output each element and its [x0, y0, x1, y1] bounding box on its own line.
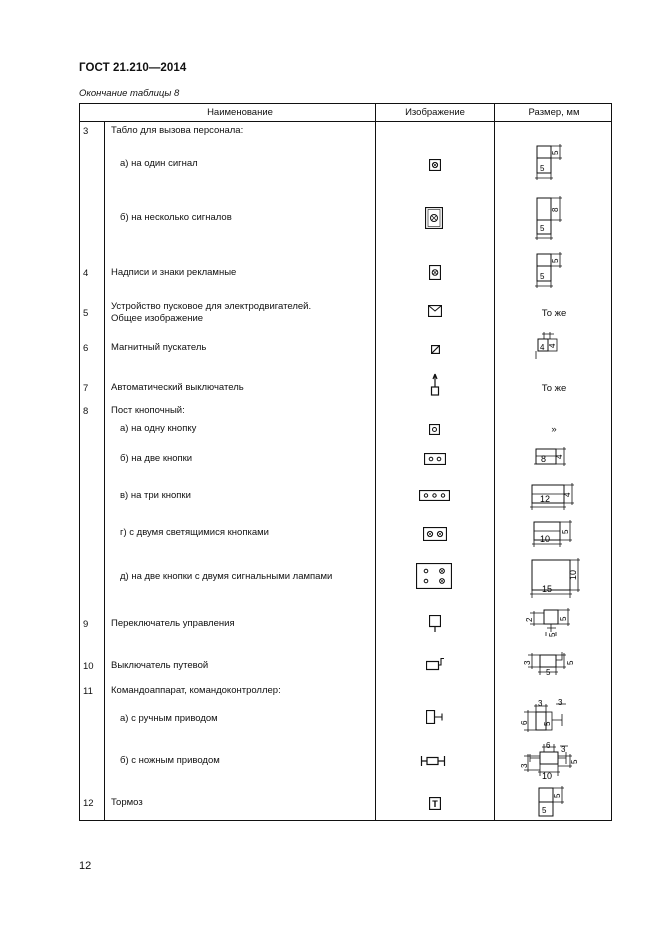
- dimension-label: 5: [551, 258, 560, 263]
- dimension-label: 5: [540, 224, 545, 233]
- dimension-label: 8: [541, 454, 547, 464]
- size-drawing: [524, 327, 570, 363]
- dimension-label: 5: [570, 759, 579, 764]
- control-switch-symbol: [429, 615, 441, 633]
- row-number: 7: [83, 383, 89, 394]
- size-drawing: [524, 441, 574, 471]
- dimension-label: 5: [543, 721, 552, 726]
- row-name: Пост кнопочный:: [111, 405, 185, 416]
- column-divider: [494, 104, 495, 820]
- dimension-label: 5: [546, 668, 551, 677]
- row-name: Автоматический выключатель: [111, 382, 244, 393]
- dimension-label: 5: [553, 793, 562, 798]
- size-drawing: [524, 784, 574, 824]
- row-name: б) с ножным приводом: [120, 755, 220, 766]
- size-drawing: [524, 477, 582, 513]
- row-name: Надписи и знаки рекламные: [111, 267, 237, 278]
- foot-controller-symbol: [420, 754, 446, 768]
- size-same-as-above: То же: [541, 308, 567, 319]
- row-number: 11: [83, 686, 93, 697]
- size-drawing: [524, 250, 574, 292]
- dimension-label: 5: [566, 660, 575, 665]
- dimension-label: 10: [542, 771, 553, 781]
- column-divider: [375, 104, 376, 820]
- one-button-post-symbol: [429, 424, 440, 435]
- row-name: а) с ручным приводом: [120, 713, 218, 724]
- row-number: 9: [83, 619, 89, 630]
- dimension-label: 4: [548, 343, 557, 348]
- row-number: 4: [83, 268, 89, 279]
- dimension-label: 10: [540, 534, 551, 544]
- size-ditto-mark: »: [551, 424, 557, 435]
- row-number: 6: [83, 343, 89, 354]
- row-name-line: Устройство пусковое для электродвигателей.: [111, 301, 312, 312]
- size-drawing: [520, 648, 582, 678]
- header-divider: [80, 121, 611, 122]
- row-name: б) на две кнопки: [120, 453, 193, 464]
- column-header-name: Наименование: [207, 107, 273, 118]
- call-board-single-signal-symbol: [429, 159, 441, 171]
- dimension-label: 2: [525, 617, 534, 622]
- column-header-image: Изображение: [405, 107, 465, 118]
- dimension-label: 15: [542, 584, 553, 594]
- table-caption: Окончание таблицы 8: [79, 88, 180, 99]
- size-drawing: [524, 514, 580, 550]
- row-name-line: Общее изображение: [111, 313, 204, 324]
- dimension-label: 5: [540, 272, 545, 281]
- size-drawing: [524, 554, 584, 602]
- circuit-breaker-symbol: [429, 373, 441, 397]
- dimension-label: 5: [548, 632, 557, 637]
- magnetic-starter-symbol: [431, 345, 440, 354]
- dimension-label: 6: [520, 720, 529, 725]
- row-name: Командоаппарат, командоконтроллер:: [111, 685, 281, 696]
- size-drawing: [524, 142, 574, 184]
- hand-controller-symbol: [426, 710, 444, 724]
- dimension-label: 5: [551, 150, 560, 155]
- dimension-label: 3: [558, 698, 563, 707]
- row-name: Выключатель путевой: [111, 660, 209, 671]
- three-button-post-symbol: [419, 490, 450, 501]
- motor-starter-symbol: [428, 305, 442, 317]
- dimension-label: 3: [520, 763, 529, 768]
- dimension-label: 5: [559, 616, 568, 621]
- dimension-label: 3: [523, 660, 532, 665]
- two-button-post-symbol: [424, 453, 446, 465]
- size-drawing: [520, 698, 580, 738]
- row-number: 12: [83, 798, 94, 809]
- row-name: Магнитный пускатель: [111, 342, 207, 353]
- brake-symbol: [429, 797, 441, 810]
- size-drawing: [524, 194, 574, 242]
- two-buttons-two-lamps-post-symbol: [416, 563, 452, 589]
- advertising-sign-symbol: [429, 265, 441, 280]
- dimension-label: 3: [561, 745, 566, 754]
- row-name: д) на две кнопки с двумя сигнальными лампами: [120, 571, 333, 582]
- page-number: 12: [79, 860, 92, 872]
- dimension-label: 6: [546, 741, 551, 750]
- symbols-table: [79, 103, 612, 821]
- row-name: а) на один сигнал: [120, 158, 198, 169]
- dimension-label: 5: [540, 164, 545, 173]
- column-header-size: Размер, мм: [528, 107, 580, 118]
- brake-letter: Т: [432, 799, 438, 809]
- dimension-label: 8: [551, 207, 560, 212]
- size-drawing: [516, 604, 580, 638]
- dimension-label: 12: [540, 494, 551, 504]
- document-standard-title: ГОСТ 21.210—2014: [79, 62, 187, 74]
- dimension-label: 10: [568, 569, 578, 580]
- row-name: Тормоз: [111, 797, 143, 808]
- row-number: 10: [83, 661, 94, 672]
- number-column-divider: [104, 122, 105, 820]
- row-number: 5: [83, 308, 89, 319]
- row-name: в) на три кнопки: [120, 490, 191, 501]
- limit-switch-symbol: [426, 657, 446, 671]
- dimension-label: 4: [563, 492, 572, 497]
- dimension-label: 4: [555, 454, 564, 459]
- row-name: а) на одну кнопку: [120, 423, 197, 434]
- row-name: г) с двумя светящимися кнопками: [120, 527, 269, 538]
- dimension-label: 3: [538, 699, 543, 708]
- row-number: 3: [83, 126, 89, 137]
- row-name: б) на несколько сигналов: [120, 212, 232, 223]
- size-same-as-above: То же: [541, 383, 567, 394]
- size-drawing: [520, 738, 584, 780]
- row-number: 8: [83, 406, 89, 417]
- two-lit-buttons-post-symbol: [423, 527, 447, 541]
- dimension-label: 5: [561, 529, 570, 534]
- row-name: Табло для вызова персонала:: [111, 125, 244, 136]
- call-board-multi-signal-symbol: [425, 207, 443, 229]
- dimension-label: 5: [542, 806, 547, 815]
- row-name: Переключатель управления: [111, 618, 235, 629]
- dimension-label: 4: [540, 343, 545, 352]
